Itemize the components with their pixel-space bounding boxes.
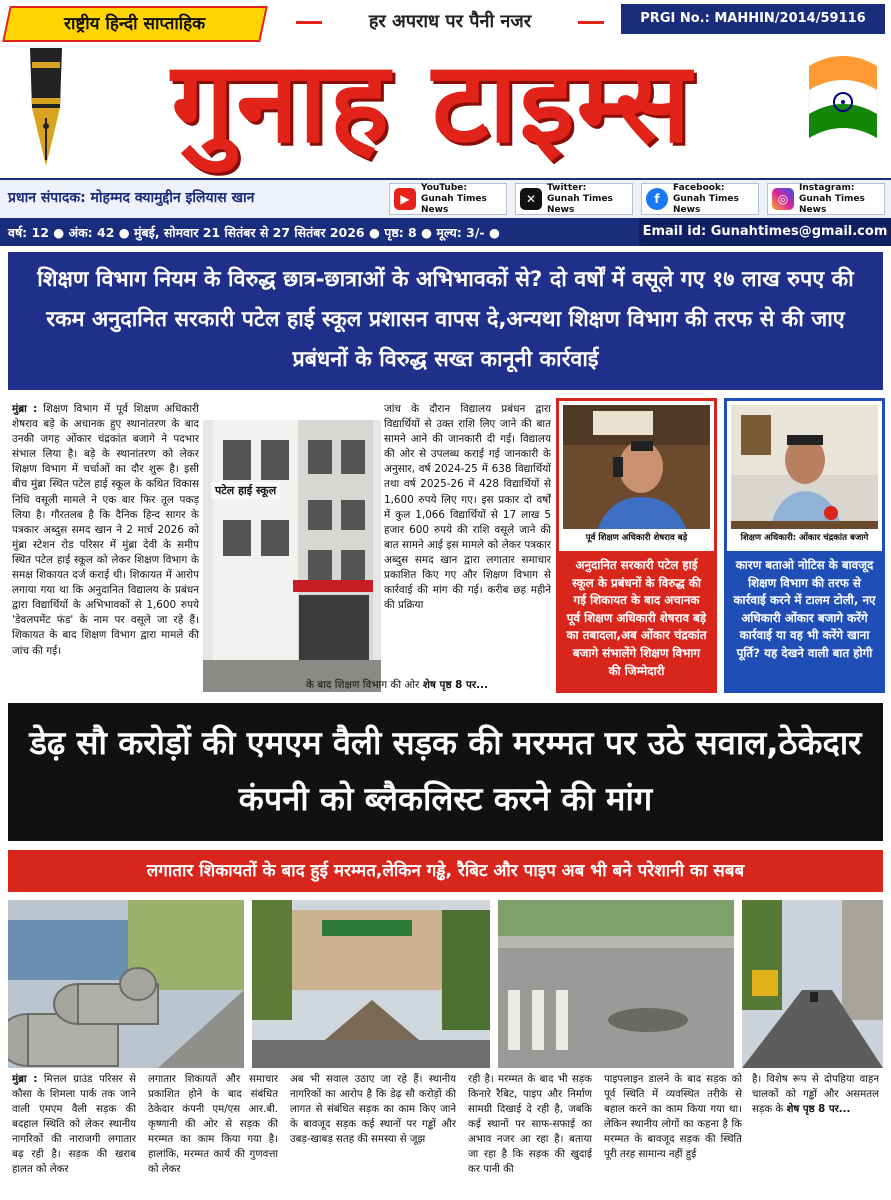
officer-card — [724, 398, 885, 693]
facebook-icon: f — [646, 188, 668, 210]
road-surface-photo — [498, 900, 734, 1068]
school-building-image — [203, 420, 381, 692]
newspaper-title: गुनाह टाइम्स — [171, 37, 693, 168]
continued-label: शेष पृष्ठ 8 पर... — [786, 1104, 851, 1115]
second-article-col6 — [752, 1072, 879, 1197]
social-handle: Gunah Times News — [673, 193, 739, 215]
lead-headline: शिक्षण विभाग नियम के विरुद्ध छात्र-छात्राओं के अभिभावकों से? दो वर्षों में वसूले गए १७ लाख रुपए की रकम अनुदानित सरकारी पटेल हाई स्कूल प्रशासन वापस दे,अन्यथा शिक्षण विभाग की तरफ से की जाए प्रबंधनों के विरुद्ध सख्त कानूनी कार्रवाई — [8, 252, 883, 390]
road-photo-strip — [8, 900, 883, 1068]
social-handle: Gunah Times News — [547, 193, 613, 215]
article-text-tail: के बाद शिक्षण विभाग की ओर — [306, 679, 420, 691]
article-text: रही है। मरम्मत के बाद भी सड़क किनारे रैबिट, पाइप और निर्माण सामग्री दिखाई दे रही है, जबकि कई स्थानों पर साफ-सफाई का अभाव नजर आ रहा है। बताया जा रहा है कि सड़क की खुदाई कर पानी की — [468, 1074, 592, 1175]
former-officer-card — [556, 398, 717, 693]
facebook-link[interactable] — [641, 183, 759, 215]
issue-details: वर्ष: 12 ● अंक: 42 ● मुंबई, सोमवार 21 सितंबर से 27 सितंबर 2026 ● पृष्ठ: 8 ● मूल्य: 3/- ● — [8, 225, 500, 240]
road-vehicle-photo — [742, 900, 883, 1068]
indian-flag-icon — [805, 46, 881, 162]
social-platform: Twitter: — [547, 182, 587, 193]
instagram-icon: ◎ — [772, 188, 794, 210]
officer-caption: शिक्षण अधिकारी: ओंकार चंद्रकांत बजागे — [731, 529, 878, 547]
article-text: पाइपलाइन डालने के बाद सड़क को पूर्व स्थिति में व्यवस्थित तरीके से बहाल करने का काम किया गया था। लेकिन स्थानीय लोगों का कहना है कि मरम्मत के बावजूद सड़क की स्थिति पूरी तरह सामान्य नहीं हुई — [604, 1074, 742, 1160]
school-photo — [203, 420, 381, 692]
youtube-icon: ▶ — [394, 188, 416, 210]
second-article — [8, 1072, 883, 1197]
second-article-col5 — [604, 1072, 742, 1197]
social-handle: Gunah Times News — [421, 193, 487, 215]
x-twitter-icon: ✕ — [520, 188, 542, 210]
former-officer-photo — [563, 405, 710, 545]
dateline: मुंब्रा : — [12, 403, 38, 415]
prgi-number: PRGI No.: MAHHIN/2014/59116 — [621, 4, 885, 34]
article-text: लगातार शिकायतें और समाचार प्रकाशित होने के बाद संबंधित ठेकेदार कंपनी एम/एस आर.बी. कृष्णानी की ओर से सड़क की मरम्मत का काम किया गया है। हालांकि, मरम्मत कार्य की गुणवत्ता को लेकर — [148, 1074, 278, 1175]
former-officer-caption: पूर्व शिक्षण अधिकारी शेषराव बड़े — [563, 529, 710, 547]
social-platform: Facebook: — [673, 182, 725, 193]
article-text: अब भी सवाल उठाए जा रहे हैं। स्थानीय नागरिकों का आरोप है कि डेढ़ सौ करोड़ों की लागत से संबंधित सड़क का काम किए जाने के बावजूद सड़क कई स्थानों पर गड्ढों और उबड़-खाबड़ सतह की समस्या से जूझ — [290, 1074, 456, 1145]
dateline: मुंब्रा : — [12, 1074, 38, 1085]
second-subheadline: लगातार शिकायतों के बाद हुई मरम्मत,लेकिन गड्ढे, रैबिट और पाइप अब भी बने परेशानी का सबब — [8, 850, 883, 892]
former-officer-note: अनुदानित सरकारी पटेल हाई स्कूल के प्रबंधनों के विरुद्ध की गई शिकायत के बाद अचानक पूर्व शिक्षण अधिकारी शेषराव बड़े का तबादला,अब ओंकार चंद्रकांत बजागे संभालेंगे शिक्षण विभाग की जिम्मेदारी — [559, 551, 714, 690]
officer-photo — [731, 405, 878, 545]
fountain-pen-icon — [20, 48, 72, 168]
continued-note — [306, 678, 488, 692]
masthead — [0, 0, 891, 178]
article-text: जांच के दौरान विद्यालय प्रबंधन द्वारा विद्यार्थियों से उक्त राशि लिए जाने की बात सामने आने की जानकारी दी गई। विद्यालय की ओर से उपलब्ध कराई गई जानकारी के अनुसार, वर्ष 2024-25 में 638 विद्यार्थियों तथा वर्ष 2025-26 में 428 विद्यार्थियों से 1,600 रुपये लिए गए। इस प्रकार दो वर्षों में कुल 1,066 विद्यार्थियों से 17 लाख 5 हजार 600 रुपये की राशि वसूले जाने की बात सामने आई इस मामले को लेकर पत्रकार अब्दुस समद खान द्वारा लगातार समाचार प्रकाशित किए गए और शिक्षण विभाग से कार्रवाई की मांग की गई। करीब छह महीने की प्रक्रिया — [384, 403, 551, 612]
slogan: हर अपराध पर पैनी नजर — [300, 8, 600, 36]
road-pipes-photo — [8, 900, 244, 1068]
email-contact[interactable]: Email id: Gunahtimes@gmail.com — [639, 218, 891, 246]
lead-article-col1 — [12, 402, 199, 692]
chief-editor: प्रधान संपादक: मोहम्मद क्यामुद्दीन इलियास खान — [8, 190, 255, 206]
youtube-link[interactable] — [389, 183, 507, 215]
editor-bar — [0, 178, 891, 218]
twitter-link[interactable] — [515, 183, 633, 215]
second-article-col3 — [290, 1072, 456, 1197]
road-debris-photo — [252, 900, 490, 1068]
second-article-col2 — [148, 1072, 278, 1197]
social-platform: YouTube: — [421, 182, 467, 193]
second-article-col4 — [468, 1072, 592, 1197]
social-handle: Gunah Times News — [799, 193, 865, 215]
weekly-label: राष्ट्रीय हिन्दी साप्ताहिक — [64, 14, 206, 34]
instagram-link[interactable] — [767, 183, 885, 215]
officer-note: कारण बताओ नोटिस के बावजूद शिक्षण विभाग की तरफ से कार्रवाई करने में टालम टोली, नए अधिकारी ओंकार बजागे करेंगे कार्रवाई या वह भी करेंगे खाना पूर्ति? यह देखने वाली बात होगी — [727, 551, 882, 690]
school-photo-label: पटेल हाई स्कूल — [211, 482, 280, 499]
article-text: शिक्षण विभाग में पूर्व शिक्षण अधिकारी शेषराव बड़े के अचानक हुए स्थानांतरण के बाद उनकी जगह ओंकार चंद्रकांत बजागे ने पदभार संभाल लिया है। बड़े के स्थानांतरण को लेकर शिक्षण विभाग में चर्चाओं का दौर शुरू है। इसी बीच मुंब्रा स्थित पटेल हाई स्कूल के कथित विकास निधि वसूली मामले ने एक बार फिर तूल पकड़ लिया है। गौरतलब है कि दैनिक हिन्द सागर के पत्रकार अब्दुस समद खान ने 2 मार्च 2026 को मुंब्रा स्टेशन रोड परिसर में मुंब्रा देवी के समीप स्थित पटेल हाई स्कूल को लेकर शिक्षण विभाग के समक्ष शिकायत दर्ज कराई थी। शिकायत में आरोप लगाया गया था कि अनुदानित विद्यालय के प्रबंधन द्वारा विद्यार्थियों के अभिभावकों से 1,600 रुपये 'डेवलपमेंट फंड' के नाम पर वसूले जा रहे हैं। शिकायत के बाद शिक्षण विभाग द्वारा मामले की जांच की गई। — [12, 403, 199, 657]
article-text: मित्तल ग्राउंड परिसर से कौसा के शिमला पार्क तक जाने वाली एमएम वैली सड़क की बदहाल स्थिति को लेकर स्थानीय नागरिकों की नाराजगी लगातार बढ़ रही है। सड़क की खराब हालत को लेकर — [12, 1074, 136, 1175]
social-links — [389, 183, 885, 215]
issue-info-bar — [0, 218, 891, 246]
second-article-col1 — [12, 1072, 136, 1197]
second-headline: डेढ़ सौ करोड़ों की एमएम वैली सड़क की मरम्मत पर उठे सवाल,ठेकेदार कंपनी को ब्लैकलिस्ट करने की मांग — [8, 703, 883, 841]
lead-article-col2 — [384, 402, 551, 674]
social-platform: Instagram: — [799, 182, 855, 193]
article-text: है। विशेष रूप से दोपहिया वाहन चालकों को गड्ढों और असमतल सड़क के — [752, 1074, 879, 1115]
continued-label: शेष पृष्ठ 8 पर... — [422, 679, 489, 691]
